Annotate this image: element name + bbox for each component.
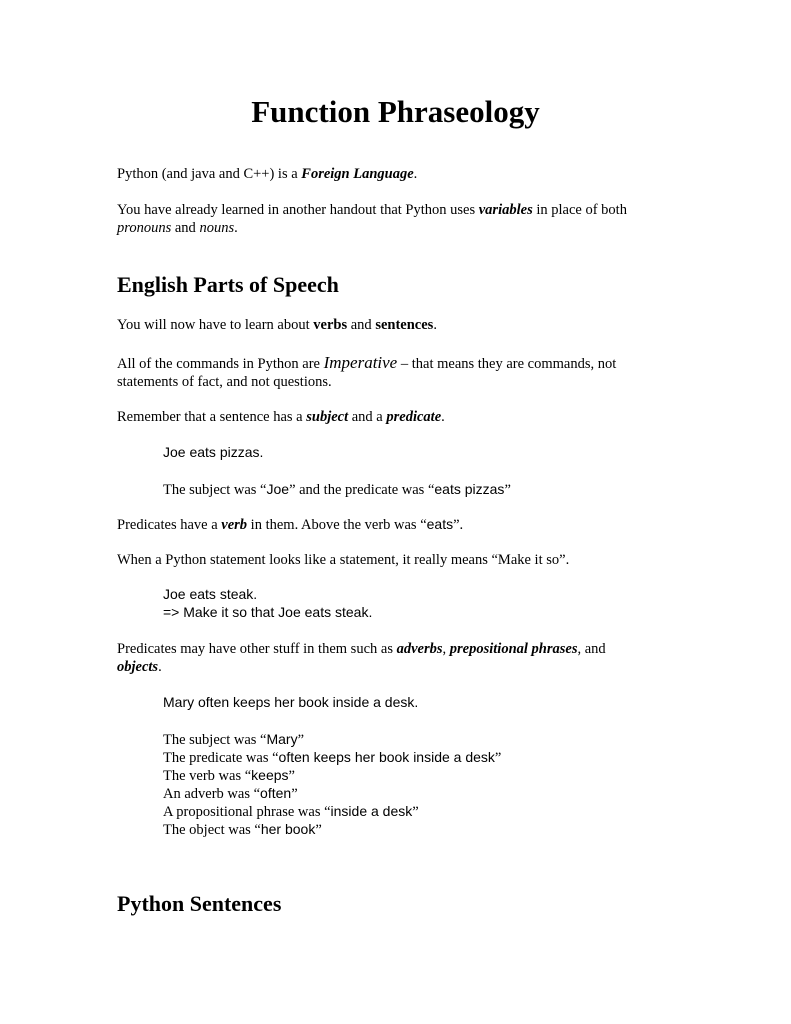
text-run: ”.: [453, 517, 464, 533]
text-run: ”: [504, 482, 511, 498]
text-run: in place of both: [532, 202, 627, 218]
text-run: .: [158, 659, 162, 675]
example-1-analysis: [163, 480, 511, 499]
section1-paragraph-6-line-1: [117, 640, 606, 658]
code-term: often: [260, 785, 292, 801]
text-run: You have already learned in another handout that Python uses: [117, 202, 479, 218]
code-term: her book: [260, 821, 316, 837]
text-run: ,: [442, 641, 450, 657]
emphasis: verb: [221, 517, 248, 533]
text-run: .: [413, 166, 418, 182]
intro-paragraph-1: [117, 165, 417, 183]
section-heading-english-parts-of-speech: English Parts of Speech: [117, 272, 339, 297]
section1-paragraph-2-line-1: [117, 354, 616, 373]
code-term: Mary: [266, 731, 298, 747]
text-run: – that means they are commands, not: [397, 356, 617, 372]
code-term: keeps: [251, 767, 289, 783]
emphasis: subject: [306, 409, 349, 425]
text-run: The subject was “: [163, 732, 267, 748]
emphasis: predicate: [386, 409, 442, 425]
intro-paragraph-2-line-2: [117, 219, 238, 237]
text-run: Predicates have a: [117, 517, 222, 533]
text-run: ”: [494, 750, 502, 766]
analysis-line-subject: [163, 730, 304, 749]
analysis-line-object: [163, 820, 322, 839]
section1-paragraph-6-line-2: [117, 658, 162, 676]
intro-paragraph-2-line-1: [117, 201, 627, 219]
text-run: ”: [288, 768, 295, 784]
text-run: The subject was “: [163, 482, 267, 498]
code-term: eats pizzas: [434, 481, 505, 497]
text-run: ” and the predicate was “: [289, 482, 435, 498]
emphasis: nouns: [199, 220, 235, 236]
emphasis: pronouns: [117, 220, 172, 236]
bold-term: sentences: [375, 317, 434, 333]
example-sentence-2-meaning: => Make it so that Joe eats steak.: [163, 604, 373, 620]
text-run: and: [347, 317, 376, 333]
example-sentence-1: Joe eats pizzas.: [163, 444, 264, 460]
emphasis: Foreign Language: [301, 166, 414, 182]
text-run: Predicates may have other stuff in them such as: [117, 641, 397, 657]
text-run: You will now have to learn about: [117, 317, 314, 333]
text-run: , and: [577, 641, 606, 657]
text-run: All of the commands in Python are: [117, 356, 324, 372]
bold-term: verbs: [313, 317, 348, 333]
code-term: often keeps her book inside a desk: [278, 749, 495, 765]
text-run: A propositional phrase was “: [163, 804, 331, 820]
section1-paragraph-3: [117, 408, 445, 426]
text-run: ”: [412, 804, 419, 820]
code-term: eats: [426, 516, 454, 532]
text-run: ”: [291, 786, 298, 802]
emphasis: variables: [478, 202, 533, 218]
code-term: Joe: [266, 481, 290, 497]
emphasis-large: Imperative: [323, 353, 398, 372]
analysis-line-adverb: [163, 784, 298, 803]
text-run: Remember that a sentence has a: [117, 409, 307, 425]
document-title: Function Phraseology: [251, 94, 540, 129]
analysis-line-verb: [163, 766, 295, 785]
text-run: An adverb was “: [163, 786, 261, 802]
example-sentence-3: Mary often keeps her book inside a desk.: [163, 694, 419, 710]
text-run: Python (and java and C++) is a: [117, 166, 302, 182]
text-run: .: [234, 220, 238, 236]
text-run: and: [171, 220, 200, 236]
emphasis: prepositional phrases: [449, 641, 578, 657]
section1-paragraph-2-line-2: statements of fact, and not questions.: [117, 374, 332, 390]
text-run: in them. Above the verb was “: [247, 517, 427, 533]
text-run: The object was “: [163, 822, 261, 838]
analysis-line-phrase: [163, 802, 419, 821]
emphasis: adverbs: [396, 641, 443, 657]
text-run: ”: [297, 732, 305, 748]
text-run: .: [433, 317, 437, 333]
text-run: and a: [348, 409, 387, 425]
analysis-line-predicate: [163, 748, 501, 767]
section1-paragraph-1: [117, 316, 437, 334]
text-run: The verb was “: [163, 768, 252, 784]
emphasis: objects: [117, 659, 159, 675]
text-run: ”: [315, 822, 322, 838]
section-heading-python-sentences: Python Sentences: [117, 891, 282, 916]
text-run: The predicate was “: [163, 750, 279, 766]
section1-paragraph-4: [117, 515, 463, 534]
text-run: .: [441, 409, 445, 425]
code-term: inside a desk: [330, 803, 413, 819]
section1-paragraph-5: When a Python statement looks like a statement, it really means “Make it so”.: [117, 552, 570, 568]
example-sentence-2: Joe eats steak.: [163, 586, 258, 602]
